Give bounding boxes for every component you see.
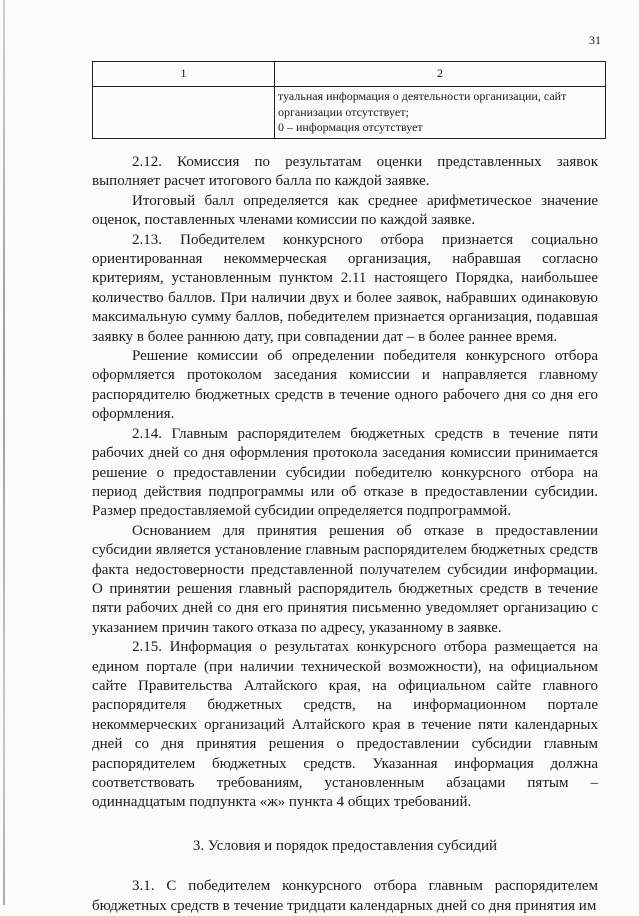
paragraph-2-14: 2.14. Главным распорядителем бюджетных средств в течение пяти рабочих дней со дня оформления протокола заседания комиссии принимается решение о предоставлении субсидии победителю конкурсного отбора на период действия подпрограммы или об отказе в предоставлении субсидии. Размер предоставляемой субсидии определяется подпрограммой. — [92, 425, 598, 520]
table-header-cell: 1 — [93, 62, 275, 87]
paragraph-2-12: 2.12. Комиссия по результатам оценки представленных заявок выполняет расчет итогового балла по каждой заявке. — [92, 154, 598, 190]
section-heading: 3. Условия и порядок предоставления субсидий — [192, 837, 498, 854]
table-cell-line: организации отсутствует; — [278, 104, 409, 119]
scan-edge — [3, 0, 5, 905]
table-row — [93, 87, 606, 139]
table-cell-line: 0 – информация отсутствует — [278, 120, 423, 134]
table-cell-empty — [93, 87, 275, 139]
table-cell-line: туальная информация о деятельности организации, сайт — [278, 89, 567, 103]
document-body — [92, 153, 598, 916]
paragraph-2-15: 2.15. Информация о результатах конкурсного отбора размещается на едином портале (при наличии технической возможности), на официальном сайте Правительства Алтайского края, на официальном сайте главного распорядителя бюджетных средств, на информационном портале некоммерческих организаций Алтайского края в течение пяти календарных дней со дня принятия решения о предоставлении субсидии главным распорядителем бюджетных средств. Указанная информация должна соответствовать требованиям, установленным абзацами пятым – одиннадцатым подпункта «ж» пункта 4 общих требований. — [92, 639, 598, 811]
table-cell-criteria — [275, 87, 606, 139]
paragraph-refusal-grounds: Основанием для принятия решения об отказе в предоставлении субсидии является установление главным распорядителем бюджетных средств факта недостоверности представленной получателем субсидии информации. О принятии решения главный распорядитель бюджетных средств в течение пяти рабочих дней со дня его принятия письменно уведомляет организацию с указанием причин такого отказа по адресу, указанному в заявке. — [92, 522, 598, 636]
table-header-row — [93, 62, 606, 87]
paragraph-final-score: Итоговый балл определяется как среднее арифметическое значение оценок, поставленных членами комиссии по каждой заявке. — [92, 192, 598, 229]
paragraph-commission-decision: Решение комиссии об определении победителя конкурсного отбора оформляется протоколом заседания комиссии и направляется главному распорядителю бюджетных средств в течение одного рабочего дня со дня его оформления. — [92, 348, 598, 423]
table-header-cell: 2 — [275, 62, 606, 87]
paragraph-2-13: 2.13. Победителем конкурсного отбора признается социально ориентированная некоммерческая организация, набравшая согласно критериям, установленным пунктом 2.11 настоящего Порядка, наибольшее количество баллов. При наличии двух и более заявок, набравших одинаковую максимальную сумму баллов, победителем признается организация, подавшая заявку в более раннюю дату, при совпадении дат – в более раннее время. — [92, 231, 598, 345]
page-number: 31 — [589, 33, 601, 47]
continued-table — [92, 61, 606, 139]
paragraph-3-1: 3.1. С победителем конкурсного отбора главным распорядителем бюджетных средств в течение тридцати календарных дней со дня принятия им — [92, 878, 598, 914]
